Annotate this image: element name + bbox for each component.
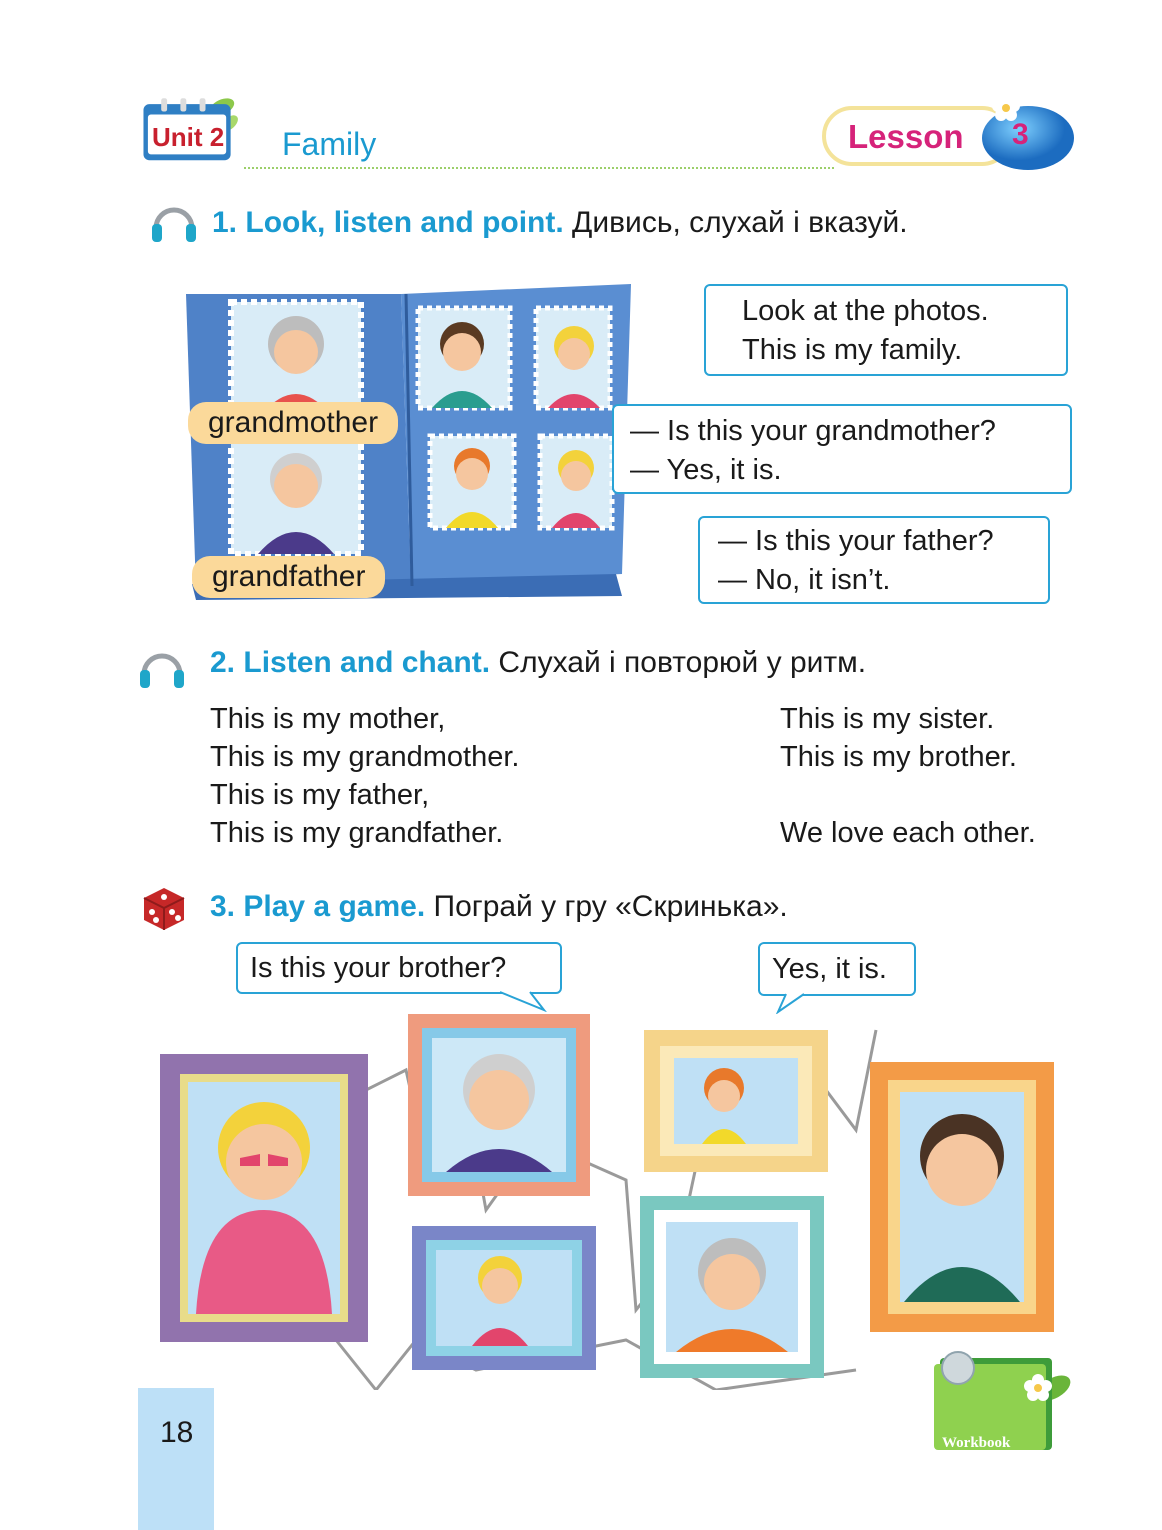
- dice-icon: [140, 884, 188, 932]
- chant-right: [780, 700, 1036, 852]
- exercise2-title: [210, 646, 866, 680]
- chant-line: This is my brother.: [780, 741, 1017, 773]
- exercise3-title-ua: Пограй у гру «Скринька».: [433, 890, 788, 923]
- speech-box-family: [704, 284, 1068, 376]
- workbook-line: Lesson 3: [942, 1492, 1002, 1508]
- chant-line: We love each other.: [780, 817, 1036, 849]
- unit-label: Unit 2: [152, 122, 225, 152]
- family-picture-frames: [156, 1010, 1056, 1390]
- exercise1-title: [212, 206, 908, 240]
- chant-spacer: [780, 776, 1036, 814]
- exercise2-number: 2.: [210, 646, 236, 679]
- speech-box-father: [698, 516, 1050, 604]
- headphones-icon: [136, 642, 188, 694]
- speech-bubble-question: Is this your brother?: [236, 942, 562, 994]
- exercise3-title: [210, 890, 788, 924]
- headphones-icon: [148, 196, 200, 248]
- workbook-label: [942, 1396, 1010, 1529]
- speech-line: — Yes, it is.: [630, 454, 782, 486]
- speech-line: This is my family.: [742, 334, 963, 366]
- exercise2-title-ua: Слухай і повторюй у ритм.: [498, 646, 867, 679]
- chant-line: This is my sister.: [780, 703, 995, 735]
- speech-bubble-answer: Yes, it is.: [758, 942, 916, 996]
- header-divider: [244, 167, 834, 169]
- exercise1-title-en: Look, listen and point.: [245, 206, 564, 239]
- exercise3-number: 3.: [210, 890, 236, 923]
- speech-line: — No, it isn’t.: [718, 564, 891, 596]
- chant-line: This is my mother,: [210, 703, 446, 735]
- workbook-line: Workbook: [942, 1435, 1011, 1451]
- lesson-label: Lesson: [848, 118, 964, 155]
- topic-title: Family: [282, 126, 377, 162]
- page-number-tab: [138, 1388, 214, 1530]
- chant-line: This is my grandmother.: [210, 741, 520, 773]
- label-grandfather: grandfather: [192, 556, 385, 598]
- exercise1-number: 1.: [212, 206, 238, 239]
- speech-box-grandmother: [612, 404, 1072, 494]
- speech-line: Look at the photos.: [742, 295, 989, 327]
- page-number: 18: [160, 1416, 194, 1449]
- chant-line: This is my grandfather.: [210, 817, 504, 849]
- exercise2-title-en: Listen and chant.: [243, 646, 491, 679]
- bubble-tail: [500, 990, 550, 1012]
- chant-line: This is my father,: [210, 779, 430, 811]
- lesson-number: 3: [1012, 118, 1029, 151]
- exercise3-title-en: Play a game.: [243, 890, 426, 923]
- speech-line: — Is this your father?: [718, 525, 994, 557]
- exercise1-title-ua: Дивись, слухай і вказуй.: [572, 206, 908, 239]
- chant-left: [210, 700, 519, 852]
- speech-line: — Is this your grandmother?: [630, 415, 996, 447]
- label-grandmother: grandmother: [188, 402, 398, 444]
